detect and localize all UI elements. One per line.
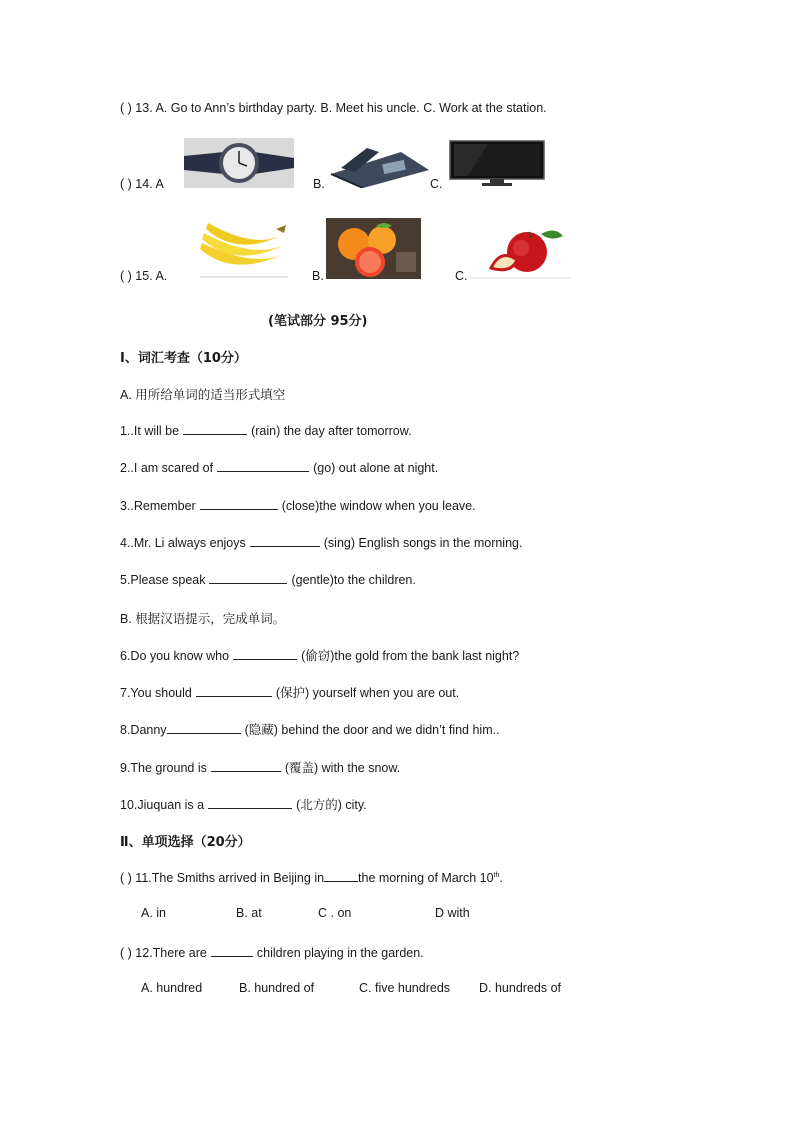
- option-b-label: B.: [313, 177, 325, 191]
- q11-option-b[interactable]: B. at: [236, 906, 262, 920]
- vocab-item-5: 5.Please speak (gentle)to the children.: [120, 573, 416, 587]
- option-b-label: B.: [312, 269, 324, 283]
- vocab-item-1: 1..It will be (rain) the day after tomorrow.: [120, 424, 412, 438]
- answer-blank[interactable]: [196, 684, 272, 697]
- answer-blank[interactable]: [211, 759, 281, 772]
- answer-paren: ( ): [120, 946, 132, 960]
- answer-blank[interactable]: [167, 721, 241, 734]
- banana-icon: [192, 219, 290, 279]
- answer-blank[interactable]: [208, 796, 292, 809]
- question-14-paren: ( ) 14. A: [120, 177, 164, 191]
- question-13: [120, 101, 547, 115]
- answer-blank[interactable]: [211, 944, 253, 957]
- orange-icon: [326, 218, 421, 279]
- question-12: ( ) 12.There are children playing in the garden.: [120, 946, 424, 960]
- answer-paren: ( ): [120, 101, 132, 115]
- vocab-item-10: 10.Jiuquan is a (北方的) city.: [120, 798, 367, 812]
- q11-option-a[interactable]: A. in: [141, 906, 167, 920]
- answer-blank[interactable]: [209, 571, 287, 584]
- answer-blank[interactable]: [324, 869, 358, 882]
- tv-monitor-icon: [448, 139, 546, 186]
- answer-blank[interactable]: [183, 422, 247, 435]
- q11-option-c[interactable]: C . on: [318, 906, 352, 920]
- question-text: 13. A. Go to Ann’s birthday party. B. Meet his uncle. C. Work at the station.: [135, 101, 547, 115]
- part-a-instruction: A. 用所给单词的适当形式填空: [120, 388, 286, 402]
- question-11: ( ) 11.The Smiths arrived in Beijing in the morning of March 10th.: [120, 871, 503, 885]
- vocab-item-4: 4..Mr. Li always enjoys (sing) English songs in the morning.: [120, 536, 523, 550]
- answer-blank[interactable]: [217, 459, 309, 472]
- telephone-icon: [327, 140, 431, 188]
- vocab-item-7: 7.You should (保护) yourself when you are out.: [120, 686, 460, 700]
- q12-option-b[interactable]: B. hundred of: [239, 981, 315, 995]
- question-15-paren: ( ) 15. A.: [120, 269, 168, 283]
- apple-icon: [471, 226, 571, 280]
- answer-blank[interactable]: [250, 534, 320, 547]
- written-section-title: (笔试部分 95分): [268, 314, 368, 329]
- q12-option-a[interactable]: A. hundred: [141, 981, 203, 995]
- q12-option-d[interactable]: D. hundreds of: [479, 981, 561, 995]
- answer-blank[interactable]: [200, 497, 278, 510]
- vocab-item-6: 6.Do you know who (偷窃)the gold from the bank last night?: [120, 649, 520, 663]
- part-b-instruction: B. 根据汉语提示，完成单词。: [120, 612, 286, 626]
- q11-option-d[interactable]: D with: [435, 906, 470, 920]
- watch-icon: [184, 138, 294, 188]
- q12-option-c[interactable]: C. five hundreds: [359, 981, 451, 995]
- vocab-item-9: 9.The ground is (覆盖) with the snow.: [120, 761, 401, 775]
- question-number: 14. A: [135, 177, 164, 191]
- question-number: 15. A.: [135, 269, 168, 283]
- option-c-label: C.: [455, 269, 468, 283]
- section-1-title: Ⅰ、词汇考查（10分）: [120, 351, 247, 366]
- answer-paren: ( ): [120, 871, 132, 885]
- option-c-label: C.: [430, 177, 443, 191]
- vocab-item-3: 3..Remember (close)the window when you leave.: [120, 499, 476, 513]
- answer-blank[interactable]: [233, 647, 297, 660]
- section-2-title: Ⅱ、单项选择（20分）: [120, 835, 251, 850]
- vocab-item-2: 2..I am scared of (go) out alone at night.: [120, 461, 439, 475]
- vocab-item-8: 8.Danny (隐藏) behind the door and we didn’t find him..: [120, 723, 500, 737]
